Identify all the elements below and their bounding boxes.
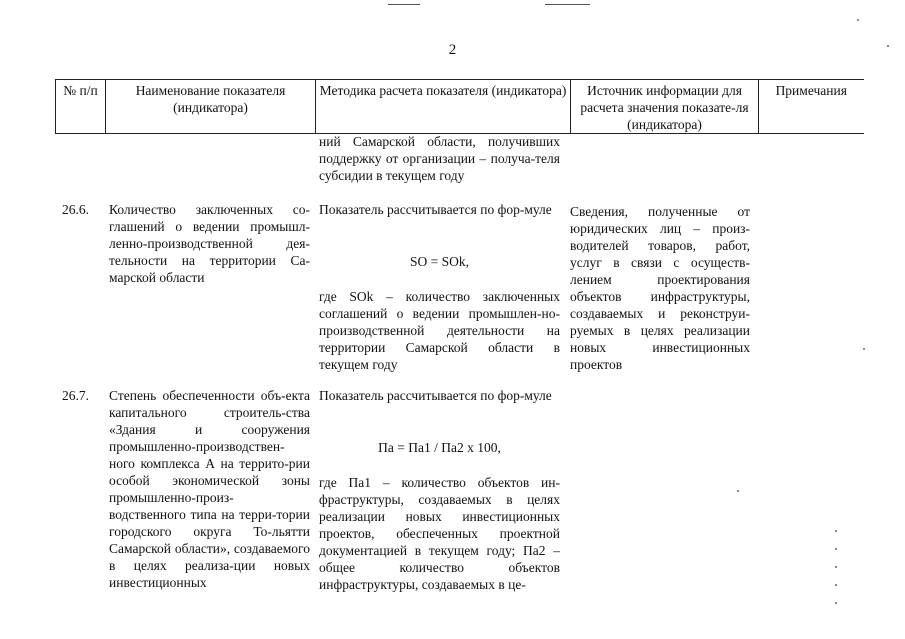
- method-intro: Показатель рассчитывается по фор-муле: [319, 388, 552, 403]
- scan-mark: [857, 19, 859, 21]
- header-notes: Примечания: [759, 80, 864, 134]
- page-number: 2: [448, 42, 457, 58]
- row-name: Количество заключенных со-глашений о ведении промышл-ленно-производственной дея-тельности на территории Са-марской области: [109, 202, 310, 285]
- scan-mark: [835, 548, 837, 550]
- continuation-method: ний Самарской области, получивших поддержку от организации – получа-теля субсидии в текущем году: [319, 134, 560, 183]
- row-number: 26.6.: [62, 202, 89, 217]
- info-source: Сведения, полученные от юридических лиц – произ-водителей товаров, работ, услуг в связи с осуществ-лением проектирования объектов инфраструктуры, создаваемых и реконструи-руемых в целях реализации новых инвестиционных проектов: [570, 204, 750, 372]
- scan-mark: [388, 4, 420, 5]
- method-where: где Па1 – количество объектов ин-фраструктуры, создаваемых в целях реализации новых инвестиционных проектов, обеспеченных проектной документацией в текущем году; Па2 – общее количество объектов инфраструктуры, создаваемых в це-: [319, 475, 560, 592]
- scan-mark: [737, 490, 739, 492]
- row-number: 26.7.: [62, 388, 89, 403]
- method-where: где SOk – количество заключенных соглашений о ведении промышлен-но-производственной деятельности на территории Самарской области в текущем году: [319, 289, 560, 372]
- scan-mark: [835, 584, 837, 586]
- formula: SO = SOk,: [409, 254, 469, 269]
- scan-mark: [835, 602, 837, 604]
- header-num: № п/п: [56, 80, 106, 134]
- scan-mark: [835, 530, 837, 532]
- header-name: Наименование показателя (индикатора): [106, 80, 316, 134]
- table-header: [55, 79, 864, 134]
- method-intro: Показатель рассчитывается по фор-муле: [319, 202, 552, 217]
- scan-mark: [863, 348, 865, 350]
- formula: Па = Па1 / Па2 х 100,: [378, 440, 501, 455]
- header-source: Источник информации для расчета значения показате-ля (индикатора): [571, 80, 759, 134]
- header-method: Методика расчета показателя (индикатора): [316, 80, 571, 134]
- row-name: Степень обеспеченности объ-екта капитального строитель-ства «Здания и сооружения промышленно-производствен-ного комплекса А на террито-рии особой экономической зоны промышленно-произ-водственного типа на терри-тории городского округа То-льятти Самарской области», создаваемого в целях реализа-ции новых инвестиционных: [109, 388, 310, 590]
- scan-mark: [545, 4, 590, 5]
- scan-mark: [835, 566, 837, 568]
